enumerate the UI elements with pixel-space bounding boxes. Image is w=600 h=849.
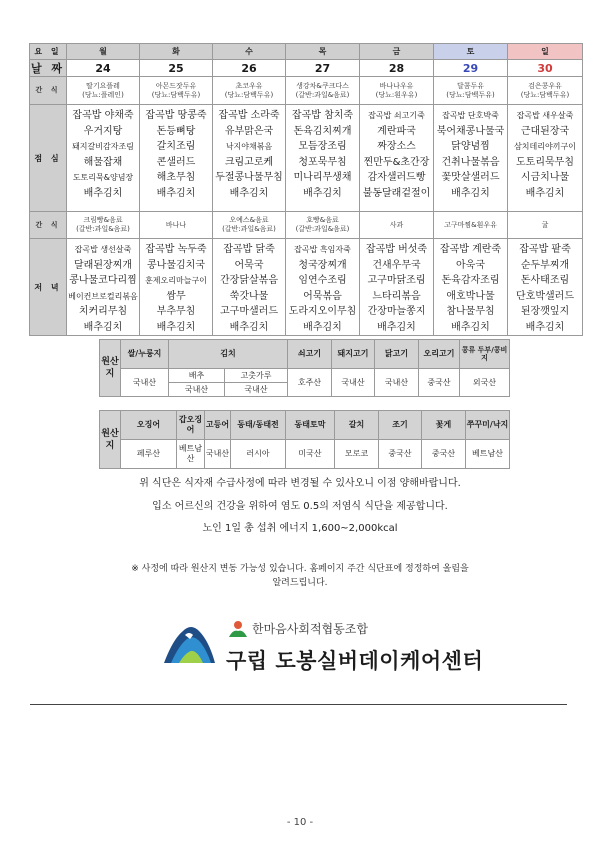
pm-snack-label: 간 식 [30, 212, 67, 239]
day-sat: 토 [434, 44, 508, 60]
origin2-head: 오징어 [121, 411, 177, 440]
origin-head-chicken: 닭고기 [375, 340, 419, 369]
dinner-cell: 잡곡밥 생선살죽 달래된장찌개 콩나물코다리찜 베이컨브로컬리볶음 치커리무침 배추김치 [67, 239, 140, 336]
weekly-menu-table [29, 43, 583, 336]
lunch-cell: 잡곡밥 단호박죽 북어채콩나물국 닭양념찜 건취나물볶음 꽃맛살샐러드 배추김치 [434, 105, 508, 212]
day-label: 요 일 [30, 44, 67, 60]
date-cell: 24 [67, 60, 140, 77]
origin-side-label: 원산지 [100, 340, 121, 397]
coop-name: 한마음사회적협동조합 [252, 622, 368, 636]
notice-low-salt: 입소 어르신의 건강을 위하여 염도 0.5의 저염식 식단을 제공합니다. [152, 501, 448, 512]
notice-origin-line2: 알려드립니다. [272, 578, 328, 588]
lunch-label: 점 심 [30, 105, 67, 212]
lunch-cell: 잡곡밥 쇠고기죽 계란파국 짜장소스 찐만두&초간장 감자샐러드빵 불동달래겉절이 [360, 105, 434, 212]
origin-head-rice: 쌀/누룽지 [121, 340, 169, 369]
lunch-cell: 잡곡밥 소라죽 유부맑은국 낙지야채볶음 크림고로케 두절콩나물무침 배추김치 [213, 105, 286, 212]
dinner-cell: 잡곡밥 닭죽 어묵국 간장닭살볶음 쑥갓나물 고구마샐러드 배추김치 [213, 239, 286, 336]
notice-origin-change [0, 562, 600, 590]
pm-snack-cell: 호빵&음료 (갈반:과일&음료) [286, 212, 360, 239]
am-snack-cell: 초코우유 (당뇨:담백두유) [213, 77, 286, 105]
pm-snack-row [30, 212, 583, 239]
lunch-cell: 잡곡밥 야채죽 우거지탕 돼지갈비감자조림 해물잡채 도토리묵&양념장 배추김치 [67, 105, 140, 212]
date-cell-sat: 29 [434, 60, 508, 77]
dinner-label: 저 녁 [30, 239, 67, 336]
dinner-cell: 잡곡밥 흑임자죽 청국장찌개 임연수조림 어묵볶음 도라지오이무침 배추김치 [286, 239, 360, 336]
lunch-cell: 잡곡밥 새우살죽 근대된장국 삼치데리야끼구이 도토리묵무침 시금치나물 배추김치 [508, 105, 583, 212]
lunch-row [30, 105, 583, 212]
date-cell: 27 [286, 60, 360, 77]
origin-value-pork: 국내산 [332, 369, 375, 397]
page-number: - 10 - [286, 817, 314, 828]
dinner-cell: 잡곡밥 녹두죽 콩나물김치국 훈제오리마늘구이 쌈무 부추무침 배추김치 [140, 239, 213, 336]
origin-table-seafood [99, 410, 510, 469]
lunch-cell: 잡곡밥 땅콩죽 돈등뼈탕 갈치조림 콘샐러드 해초무침 배추김치 [140, 105, 213, 212]
day-tue: 화 [140, 44, 213, 60]
date-cell: 28 [360, 60, 434, 77]
origin-head-duck: 오리고기 [419, 340, 460, 369]
origin2-value: 중국산 [379, 440, 422, 469]
date-cell: 26 [213, 60, 286, 77]
origin2-value: 국내산 [205, 440, 231, 469]
am-snack-cell: 바나나우유 (당뇨:흰우유) [360, 77, 434, 105]
am-snack-label: 간 식 [30, 77, 67, 105]
am-snack-cell: 검은콩우유 (당뇨:담백두유) [508, 77, 583, 105]
am-snack-cell: 달콤두유 (당뇨:담백두유) [434, 77, 508, 105]
origin2-value: 미국산 [286, 440, 335, 469]
origin2-value: 베트남산 [466, 440, 510, 469]
origin2-value: 모로코 [335, 440, 379, 469]
origin2-head: 동태토막 [286, 411, 335, 440]
dinner-cell: 잡곡밥 팥죽 순두부찌개 돈사태조림 단호박샐러드 된장깻잎지 배추김치 [508, 239, 583, 336]
date-row [30, 60, 583, 77]
date-label: 날 짜 [30, 60, 67, 77]
notice-energy: 노인 1일 총 섭취 에너지 1,600~2,000kcal [202, 523, 398, 534]
coop-hands-icon [227, 620, 249, 638]
mountain-logo-icon [161, 617, 217, 667]
origin-head-beef: 쇠고기 [288, 340, 332, 369]
origin-value-cabbage: 국내산 [169, 383, 225, 397]
day-fri: 금 [360, 44, 434, 60]
origin-value-pepper: 국내산 [225, 383, 288, 397]
origin-value-duck: 중국산 [419, 369, 460, 397]
origin2-head: 고등어 [205, 411, 231, 440]
am-snack-cell: 딸기요플레 (당뇨:플레인) [67, 77, 140, 105]
dinner-cell: 잡곡밥 버섯죽 건새우무국 고구마닭조림 느타리볶음 간장마늘쫑지 배추김치 [360, 239, 434, 336]
origin-head-pork: 돼지고기 [332, 340, 375, 369]
origin-subhead-pepper: 고춧가루 [225, 369, 288, 383]
day-thu: 목 [286, 44, 360, 60]
origin-value-rice: 국내산 [121, 369, 169, 397]
lunch-cell: 잡곡밥 참치죽 돈육김치찌개 모듬장조림 청포묵무침 미나리무생채 배추김치 [286, 105, 360, 212]
dinner-row [30, 239, 583, 336]
am-snack-row [30, 77, 583, 105]
origin2-head: 쭈꾸미/낙지 [466, 411, 510, 440]
pm-snack-cell: 귤 [508, 212, 583, 239]
center-name: 구립 도봉실버데이케어센터 [226, 649, 484, 673]
dinner-cell: 잡곡밥 계란죽 아욱국 돈육감자조림 애호박나물 참나물무침 배추김치 [434, 239, 508, 336]
origin2-side-label: 원산지 [100, 411, 121, 469]
origin-value-chicken: 국내산 [375, 369, 419, 397]
pm-snack-cell: 바나나 [140, 212, 213, 239]
notice-origin-line1: ※ 사정에 따라 원산지 변동 가능성 있습니다. 홈페이지 주간 식단표에 정정하여 올림을 [131, 564, 469, 574]
day-mon: 월 [67, 44, 140, 60]
am-snack-cell: 생강차&쿠크다스 (갈반:과일&음료) [286, 77, 360, 105]
pm-snack-cell: 고구마찜&흰우유 [434, 212, 508, 239]
divider [30, 704, 567, 705]
pm-snack-cell: 사과 [360, 212, 434, 239]
origin2-head: 조기 [379, 411, 422, 440]
pm-snack-cell: 크림빵&음료 (갈반:과일&음료) [67, 212, 140, 239]
origin-head-beans: 콩류 두부/콩비지 [460, 340, 510, 369]
origin2-head: 동태/동태전 [231, 411, 286, 440]
origin-table-meat [99, 339, 510, 397]
date-cell: 25 [140, 60, 213, 77]
pm-snack-cell: 오예스&음료 (갈반:과일&음료) [213, 212, 286, 239]
origin2-head: 갈치 [335, 411, 379, 440]
origin2-value: 페루산 [121, 440, 177, 469]
origin-value-beef: 호주산 [288, 369, 332, 397]
am-snack-cell: 아몬드잣두유 (당뇨:담백두유) [140, 77, 213, 105]
origin2-head: 꽃게 [422, 411, 466, 440]
origin-value-beans: 외국산 [460, 369, 510, 397]
day-sun: 일 [508, 44, 583, 60]
origin2-value: 러시아 [231, 440, 286, 469]
notice-menu-change: 위 식단은 식자재 수급사정에 따라 변경될 수 있사오니 이점 양해바랍니다. [139, 478, 461, 489]
date-cell-sun: 30 [508, 60, 583, 77]
origin-head-kimchi: 김치 [169, 340, 288, 369]
origin2-value: 베트남산 [177, 440, 205, 469]
origin-subhead-cabbage: 배추 [169, 369, 225, 383]
day-wed: 수 [213, 44, 286, 60]
weekday-row [30, 44, 583, 60]
origin2-head: 갑오징어 [177, 411, 205, 440]
origin2-value: 중국산 [422, 440, 466, 469]
